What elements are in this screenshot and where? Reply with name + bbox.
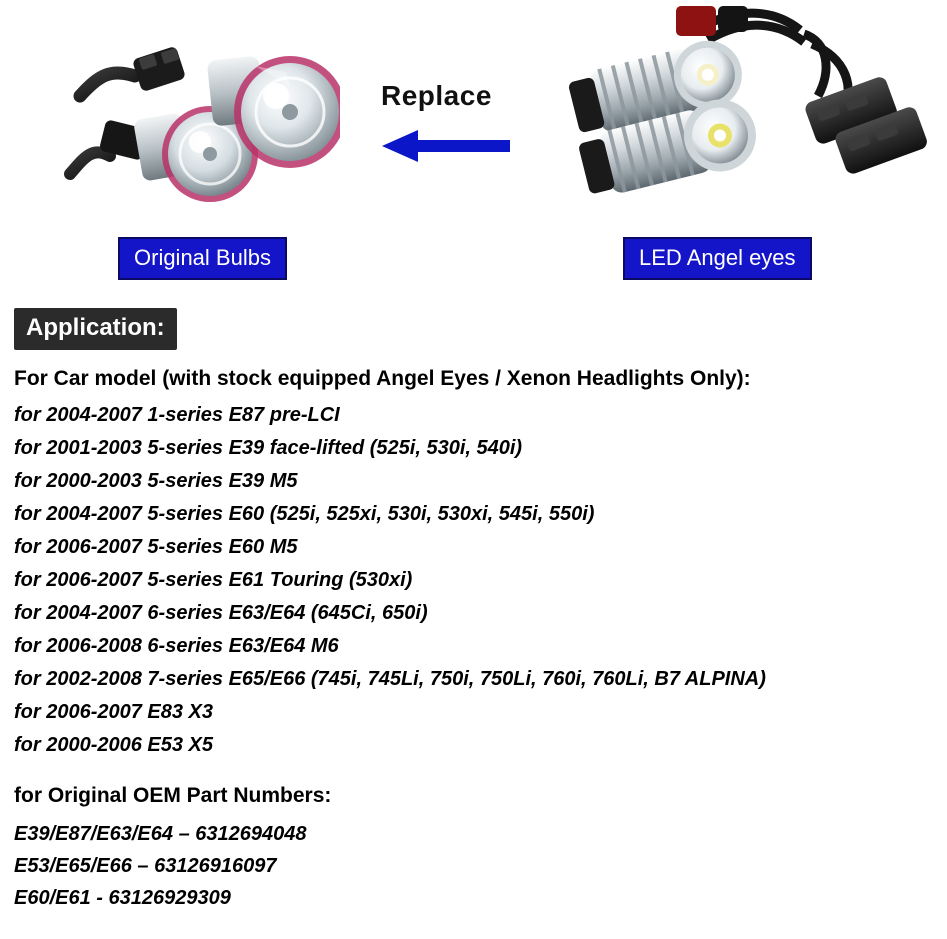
original-bulbs-label: Original Bulbs — [118, 237, 287, 280]
original-bulbs-image — [40, 6, 340, 226]
product-comparison-area — [0, 0, 947, 290]
list-item: for 2006-2008 6-series E63/E64 M6 — [14, 635, 339, 658]
list-item: for 2004-2007 6-series E63/E64 (645Ci, 650i) — [14, 602, 428, 625]
led-angel-eyes-image — [560, 0, 940, 230]
list-item: E60/E61 - 63126929309 — [14, 887, 231, 910]
list-item: for 2006-2007 5-series E60 M5 — [14, 536, 298, 559]
list-item: for 2000-2003 5-series E39 M5 — [14, 470, 298, 493]
application-heading: Application: — [14, 308, 177, 350]
left-arrow-icon — [378, 126, 518, 166]
list-item: for 2004-2007 1-series E87 pre-LCI — [14, 404, 340, 427]
oem-title: for Original OEM Part Numbers: — [14, 784, 332, 808]
list-item: E39/E87/E63/E64 – 6312694048 — [14, 823, 307, 846]
oem-list — [14, 818, 934, 914]
list-item: for 2001-2003 5-series E39 face-lifted (525i, 530i, 540i) — [14, 437, 523, 460]
list-item: for 2006-2007 E83 X3 — [14, 701, 214, 724]
list-item: E53/E65/E66 – 63126916097 — [14, 855, 277, 878]
application-body — [14, 365, 934, 914]
list-item: for 2002-2008 7-series E65/E66 (745i, 745Li, 750i, 750Li, 760i, 760Li, B7 ALPINA) — [14, 668, 766, 691]
list-item: for 2000-2006 E53 X5 — [14, 734, 214, 757]
led-angel-eyes-label: LED Angel eyes — [623, 237, 812, 280]
model-list — [14, 399, 934, 762]
application-lead: For Car model (with stock equipped Angel Eyes / Xenon Headlights Only): — [14, 367, 751, 390]
list-item: for 2004-2007 5-series E60 (525i, 525xi, 530i, 530xi, 545i, 550i) — [14, 503, 595, 526]
list-item: for 2006-2007 5-series E61 Touring (530xi) — [14, 569, 413, 592]
replace-text: Replace — [381, 80, 492, 111]
